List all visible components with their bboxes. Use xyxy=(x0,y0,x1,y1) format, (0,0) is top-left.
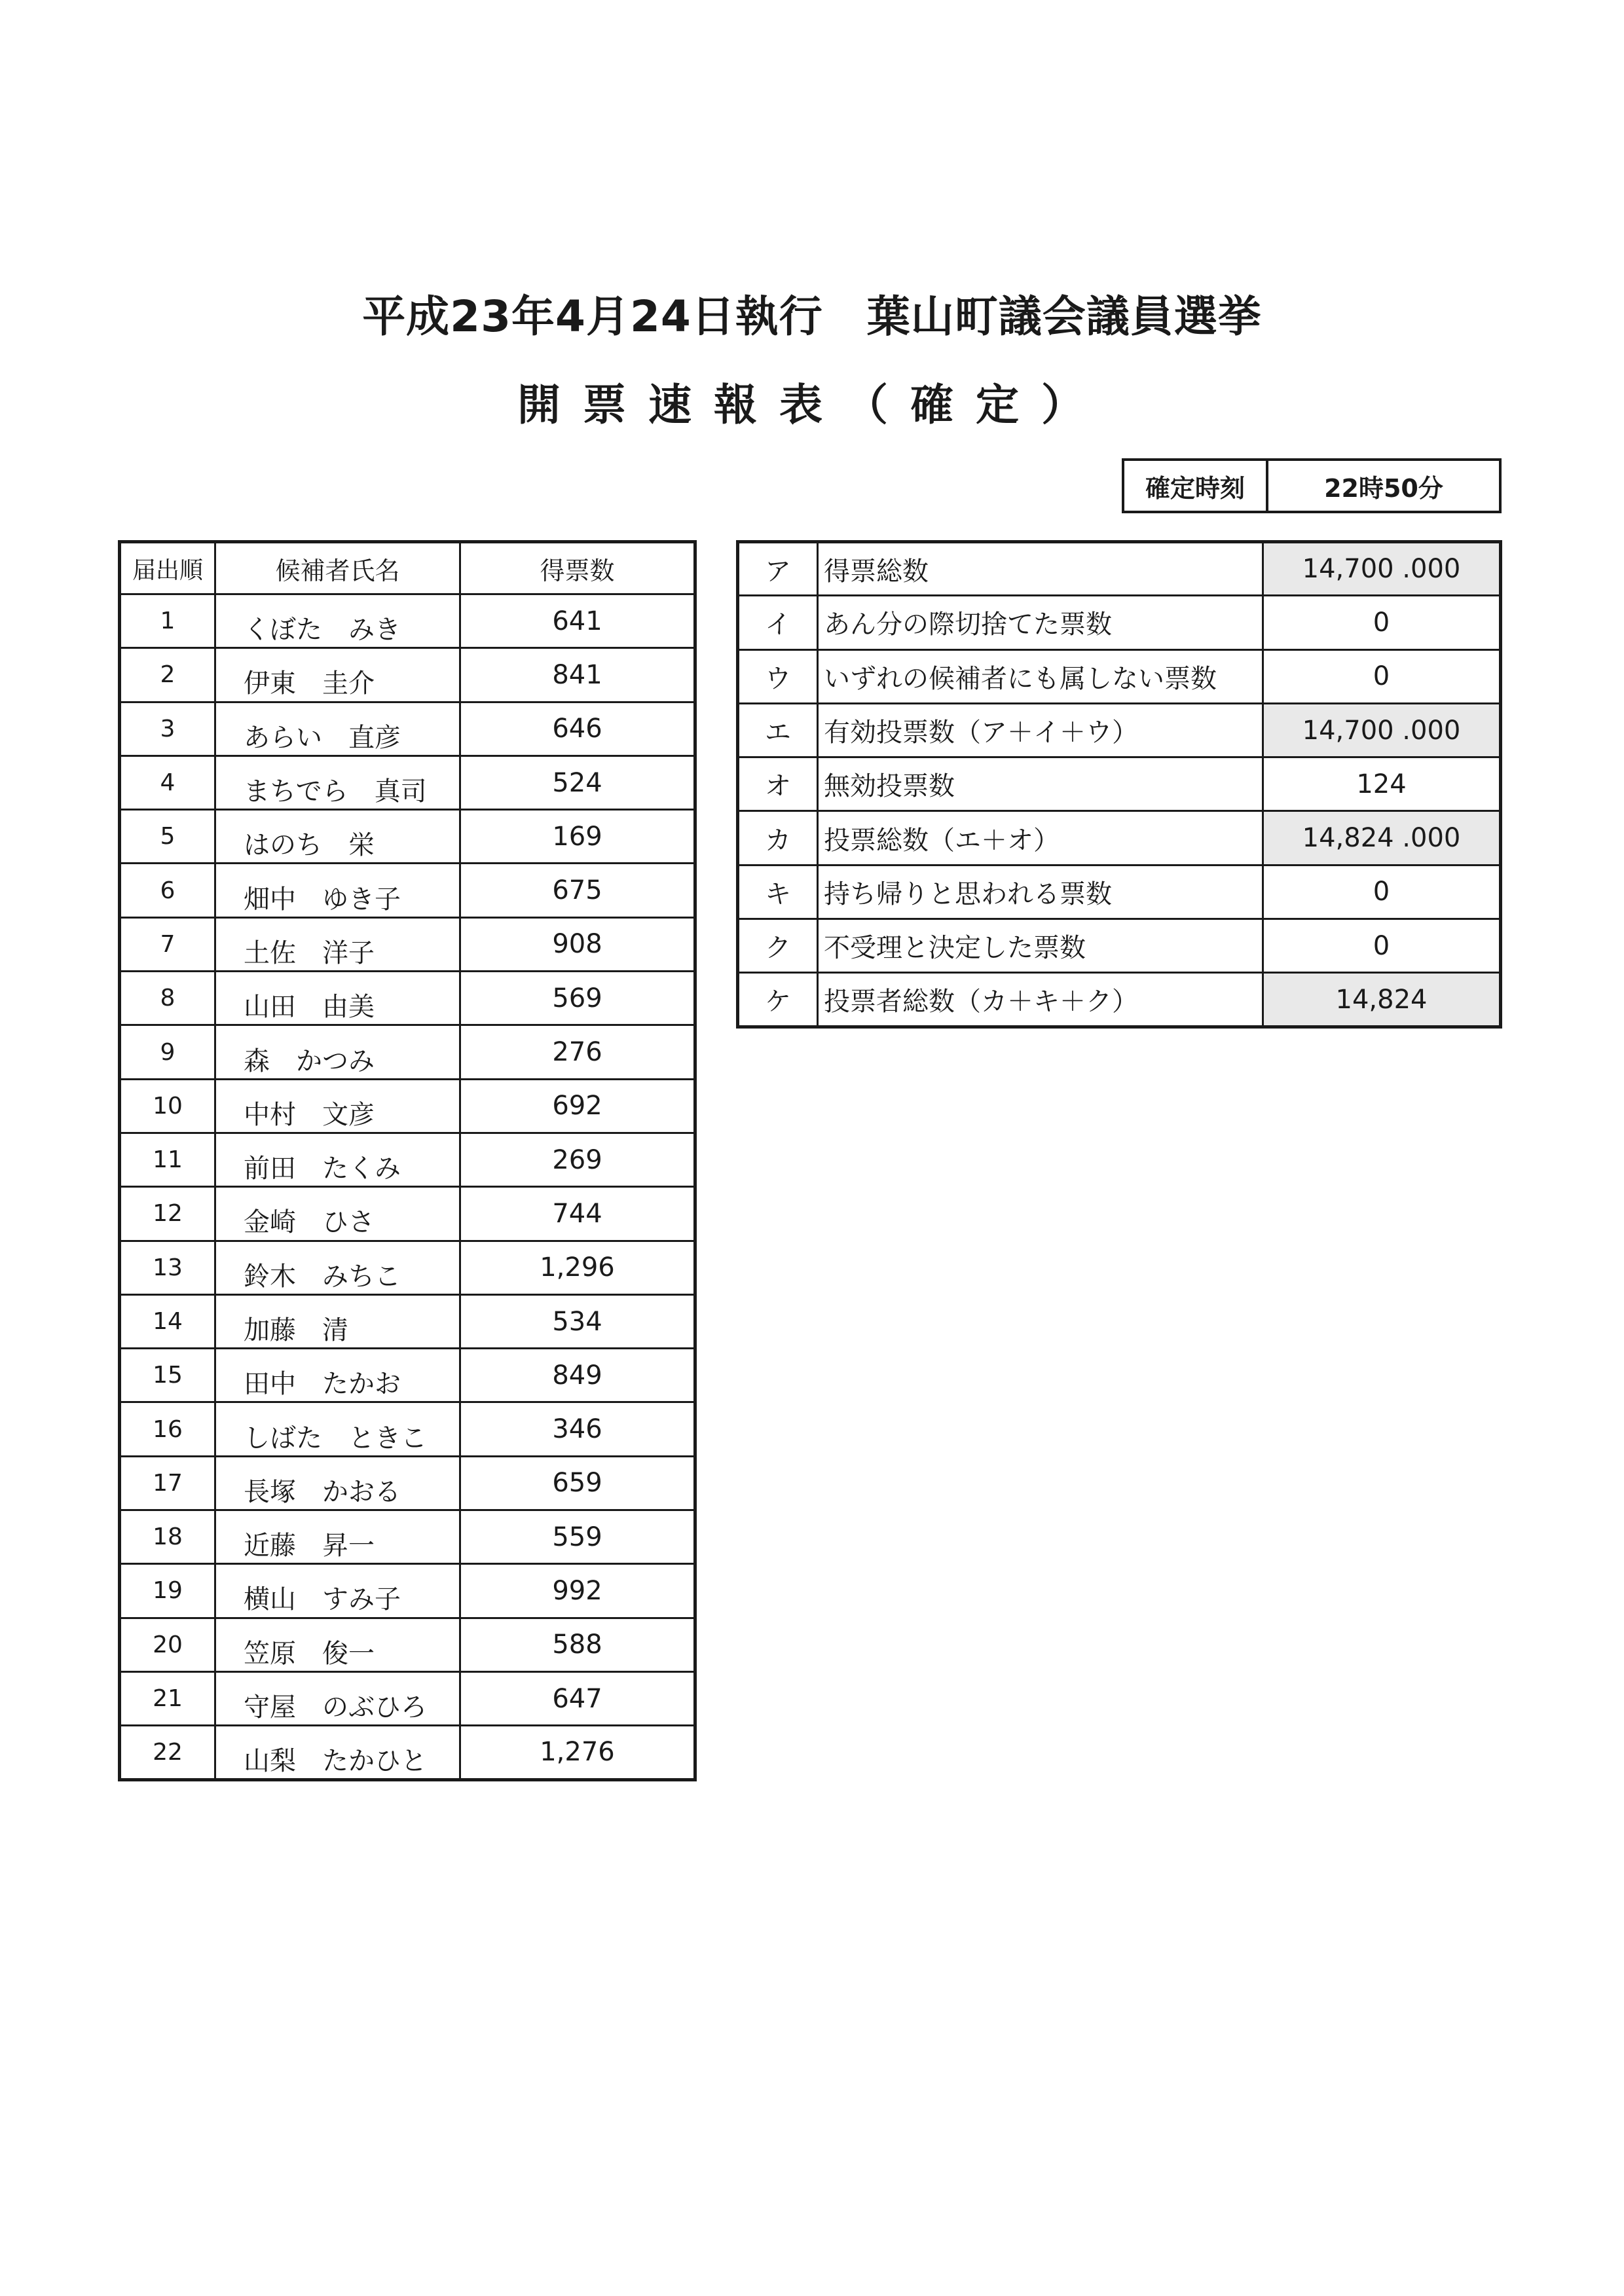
candidate-name: 長塚 かおる xyxy=(244,1476,401,1507)
candidate-order: 15 xyxy=(120,1349,215,1402)
candidate-name-cell xyxy=(215,1133,460,1186)
summary-row xyxy=(738,757,1501,811)
candidate-order: 21 xyxy=(120,1671,215,1725)
candidate-name: 金崎 ひさ xyxy=(244,1207,375,1238)
candidate-order: 12 xyxy=(120,1187,215,1241)
candidate-order: 5 xyxy=(120,810,215,864)
candidate-row xyxy=(120,1618,695,1671)
candidate-votes: 269 xyxy=(460,1133,695,1186)
candidate-name-cell xyxy=(215,1294,460,1348)
candidate-votes: 169 xyxy=(460,810,695,864)
candidate-name-cell xyxy=(215,1510,460,1564)
candidate-name-cell xyxy=(215,864,460,917)
candidate-row xyxy=(120,1402,695,1456)
candidate-order: 4 xyxy=(120,756,215,809)
header-votes: 得票数 xyxy=(460,542,695,594)
summary-label: 投票総数（エ＋オ） xyxy=(818,811,1263,865)
candidate-row xyxy=(120,1564,695,1618)
summary-value: 0 xyxy=(1263,596,1501,649)
candidate-row xyxy=(120,864,695,917)
candidate-order: 10 xyxy=(120,1079,215,1133)
candidate-name: 横山 すみ子 xyxy=(244,1584,401,1615)
candidate-name: 伊東 圭介 xyxy=(244,668,375,699)
candidate-row xyxy=(120,1079,695,1133)
summary-key: ウ xyxy=(738,649,818,703)
candidate-name-cell xyxy=(215,1618,460,1671)
candidate-name-cell xyxy=(215,756,460,809)
candidate-name: あらい 直彦 xyxy=(244,722,401,753)
summary-label: 持ち帰りと思われる票数 xyxy=(818,865,1263,919)
candidate-name-cell xyxy=(215,1726,460,1779)
candidate-name: 加藤 清 xyxy=(244,1315,348,1345)
candidate-votes: 1,276 xyxy=(460,1726,695,1779)
candidate-name-cell xyxy=(215,594,460,648)
candidate-votes: 559 xyxy=(460,1510,695,1564)
candidate-name-cell xyxy=(215,1187,460,1241)
candidate-row xyxy=(120,1726,695,1779)
summary-label: 有効投票数（ア＋イ＋ウ） xyxy=(818,703,1263,757)
candidates-header-row xyxy=(120,542,695,594)
candidate-votes: 524 xyxy=(460,756,695,809)
candidate-votes: 849 xyxy=(460,1349,695,1402)
candidate-row xyxy=(120,1671,695,1725)
candidate-row xyxy=(120,648,695,702)
candidate-row xyxy=(120,1025,695,1079)
summary-key: ア xyxy=(738,542,818,596)
candidate-votes: 675 xyxy=(460,864,695,917)
candidate-order: 20 xyxy=(120,1618,215,1671)
candidate-name: 田中 たかお xyxy=(244,1369,401,1400)
candidate-name-cell xyxy=(215,1025,460,1079)
candidate-row xyxy=(120,1456,695,1510)
candidate-name-cell xyxy=(215,1671,460,1725)
summary-row xyxy=(738,973,1501,1027)
candidate-votes: 1,296 xyxy=(460,1241,695,1294)
candidate-name: 鈴木 みちこ xyxy=(244,1261,401,1292)
candidate-name-cell xyxy=(215,1349,460,1402)
candidate-name: 守屋 のぶひろ xyxy=(244,1692,427,1723)
candidate-votes: 692 xyxy=(460,1079,695,1133)
candidate-name-cell xyxy=(215,972,460,1025)
confirm-time-box xyxy=(1122,458,1502,513)
summary-row xyxy=(738,542,1501,596)
candidate-name: 近藤 昇一 xyxy=(244,1531,375,1561)
summary-value: 0 xyxy=(1263,865,1501,919)
candidate-name: 前田 たくみ xyxy=(244,1154,401,1184)
summary-label: いずれの候補者にも属しない票数 xyxy=(818,649,1263,703)
candidate-row xyxy=(120,917,695,971)
summary-value: 14,700 .000 xyxy=(1263,542,1501,596)
candidate-votes: 659 xyxy=(460,1456,695,1510)
confirm-time-value: 22時50分 xyxy=(1324,473,1443,503)
summary-key: ケ xyxy=(738,973,818,1027)
summary-value: 14,824 .000 xyxy=(1263,811,1501,865)
candidate-votes: 346 xyxy=(460,1402,695,1456)
summary-label: あん分の際切捨てた票数 xyxy=(818,596,1263,649)
candidate-order: 17 xyxy=(120,1456,215,1510)
summary-row xyxy=(738,811,1501,865)
candidate-order: 2 xyxy=(120,648,215,702)
candidate-votes: 744 xyxy=(460,1187,695,1241)
candidate-order: 1 xyxy=(120,594,215,648)
candidate-row xyxy=(120,1187,695,1241)
candidates-table xyxy=(118,540,697,1781)
candidate-name-cell xyxy=(215,1564,460,1618)
candidate-name: 土佐 洋子 xyxy=(244,938,375,968)
candidate-name: 畑中 ゆき子 xyxy=(244,884,401,915)
candidate-order: 14 xyxy=(120,1294,215,1348)
candidate-order: 7 xyxy=(120,917,215,971)
candidate-name-cell xyxy=(215,917,460,971)
candidate-votes: 588 xyxy=(460,1618,695,1671)
candidate-votes: 841 xyxy=(460,648,695,702)
summary-value: 14,824 xyxy=(1263,973,1501,1027)
candidate-name-cell xyxy=(215,1241,460,1294)
candidate-votes: 534 xyxy=(460,1294,695,1348)
summary-table xyxy=(736,540,1502,1029)
summary-label: 得票総数 xyxy=(818,542,1263,596)
candidate-name-cell xyxy=(215,1456,460,1510)
candidate-votes: 992 xyxy=(460,1564,695,1618)
summary-value: 14,700 .000 xyxy=(1263,703,1501,757)
candidate-order: 13 xyxy=(120,1241,215,1294)
candidate-order: 18 xyxy=(120,1510,215,1564)
candidate-name: 中村 文彦 xyxy=(244,1099,375,1130)
candidate-row xyxy=(120,756,695,809)
confirm-time-label: 確定時刻 xyxy=(1124,461,1268,511)
candidate-name: 森 かつみ xyxy=(244,1046,375,1076)
candidate-name-cell xyxy=(215,810,460,864)
candidate-name: 山田 由美 xyxy=(244,992,375,1023)
candidate-order: 3 xyxy=(120,702,215,756)
candidate-name: くぼた みき xyxy=(244,615,401,646)
candidate-row xyxy=(120,1294,695,1348)
candidate-name: まちでら 真司 xyxy=(244,776,427,807)
summary-key: カ xyxy=(738,811,818,865)
candidate-order: 6 xyxy=(120,864,215,917)
header-order: 届出順 xyxy=(120,542,215,594)
candidate-row xyxy=(120,972,695,1025)
summary-label: 無効投票数 xyxy=(818,757,1263,811)
summary-key: イ xyxy=(738,596,818,649)
summary-label: 不受理と決定した票数 xyxy=(818,919,1263,973)
candidate-votes: 569 xyxy=(460,972,695,1025)
candidate-name: しばた ときこ xyxy=(244,1423,427,1453)
summary-key: ク xyxy=(738,919,818,973)
candidate-name-cell xyxy=(215,702,460,756)
summary-key: オ xyxy=(738,757,818,811)
candidate-order: 8 xyxy=(120,972,215,1025)
candidate-row xyxy=(120,594,695,648)
candidate-row xyxy=(120,702,695,756)
summary-value: 124 xyxy=(1263,757,1501,811)
header-candidate-name: 候補者氏名 xyxy=(215,542,460,594)
summary-key: キ xyxy=(738,865,818,919)
candidate-row xyxy=(120,1510,695,1564)
candidate-votes: 908 xyxy=(460,917,695,971)
summary-value: 0 xyxy=(1263,649,1501,703)
summary-value: 0 xyxy=(1263,919,1501,973)
page-subtitle: 開票速報表（確定） xyxy=(517,380,1107,430)
candidate-votes: 641 xyxy=(460,594,695,648)
page-title: 平成23年4月24日執行 葉山町議会議員選挙 xyxy=(362,291,1262,342)
candidate-order: 19 xyxy=(120,1564,215,1618)
candidate-order: 16 xyxy=(120,1402,215,1456)
candidate-votes: 647 xyxy=(460,1671,695,1725)
summary-row xyxy=(738,865,1501,919)
candidate-row xyxy=(120,1349,695,1402)
summary-row xyxy=(738,649,1501,703)
candidate-name: 笠原 俊一 xyxy=(244,1638,375,1669)
candidate-row xyxy=(120,810,695,864)
summary-row xyxy=(738,596,1501,649)
candidate-name-cell xyxy=(215,1079,460,1133)
candidate-votes: 646 xyxy=(460,702,695,756)
candidate-name: 山梨 たかひと xyxy=(244,1745,427,1776)
candidate-name-cell xyxy=(215,1402,460,1456)
candidate-name: はのち 栄 xyxy=(244,830,375,861)
candidate-row xyxy=(120,1241,695,1294)
candidate-row xyxy=(120,1133,695,1186)
candidate-order: 11 xyxy=(120,1133,215,1186)
summary-row xyxy=(738,703,1501,757)
candidate-votes: 276 xyxy=(460,1025,695,1079)
summary-key: エ xyxy=(738,703,818,757)
candidate-order: 22 xyxy=(120,1726,215,1779)
summary-row xyxy=(738,919,1501,973)
candidate-name-cell xyxy=(215,648,460,702)
summary-label: 投票者総数（カ＋キ＋ク） xyxy=(818,973,1263,1027)
candidate-order: 9 xyxy=(120,1025,215,1079)
